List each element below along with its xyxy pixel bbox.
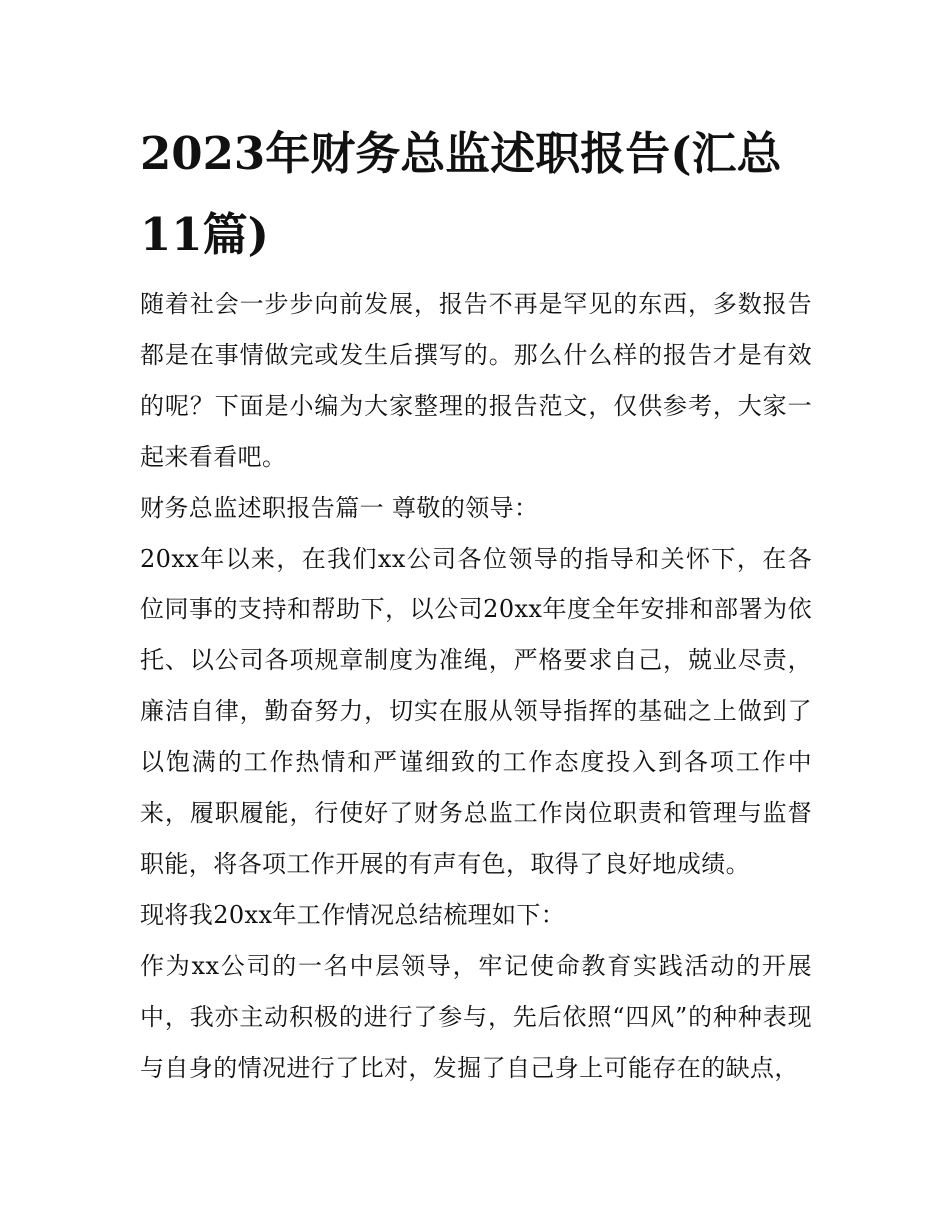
document-title: 2023年财务总监述职报告(汇总11篇)	[140, 127, 782, 261]
document-body	[140, 279, 812, 1094]
intro-paragraph: 随着社会一步步向前发展，报告不再是罕见的东西，多数报告都是在事情做完或发生后撰写的。那么什么样的报告才是有效的呢？下面是小编为大家整理的报告范文，仅供参考，大家一起来看看吧。	[140, 290, 812, 471]
body-paragraph: 作为xx公司的一名中层领导，牢记使命教育实践活动的开展中，我亦主动积极的进行了参与，先后依照“四风”的种种表现与自身的情况进行了比对，发掘了自己身上可能存在的缺点，	[140, 951, 812, 1082]
summary-lead-paragraph: 现将我20xx年工作情况总结梳理如下：	[140, 900, 566, 929]
section-heading: 财务总监述职报告篇一 尊敬的领导：	[140, 493, 539, 522]
body-paragraph: 20xx年以来，在我们xx公司各位领导的指导和关怀下，在各位同事的支持和帮助下，以公司20xx年度全年安排和部署为依托、以公司各项规章制度为准绳，严格要求自己，兢业尽责，廉洁自律，勤奋努力，切实在服从领导指挥的基础之上做到了以饱满的工作热情和严谨细致的工作态度投入到各项工作中来，履职履能，行使好了财务总监工作岗位职责和管理与监督职能，将各项工作开展的有声有色，取得了良好地成绩。	[140, 544, 812, 878]
